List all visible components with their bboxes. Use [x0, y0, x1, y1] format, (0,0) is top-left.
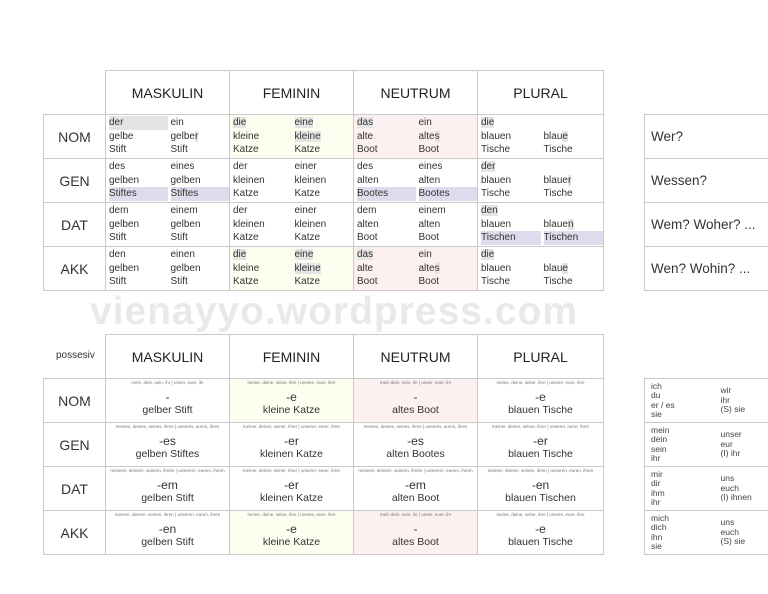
word: gelben: [170, 174, 201, 186]
case-label: AKK: [44, 247, 106, 291]
ending: -e: [286, 521, 297, 536]
example: blauen Tische: [508, 403, 573, 416]
word: einem: [170, 205, 198, 217]
possessive-forms: meine, deine, seine, ihre | unsere, eure, ihre: [247, 380, 336, 385]
poss-cell: [230, 379, 354, 423]
pronoun: euch: [720, 482, 739, 493]
pronoun: uns: [720, 473, 735, 484]
word: gelben: [170, 262, 201, 274]
word: des: [357, 161, 374, 173]
cell-nom-neu: [354, 115, 478, 159]
word: Stift: [170, 144, 188, 156]
example: gelben Stift: [141, 535, 194, 548]
pronoun: (S) sie: [720, 404, 746, 415]
header-neutrum: NEUTRUM: [354, 335, 478, 379]
possessive-forms: meines, deines, seines, ihres | unseres, eures, ihres: [363, 424, 468, 429]
word: Katze: [294, 188, 321, 200]
pronoun: er / es: [651, 399, 675, 410]
word: die: [233, 249, 247, 261]
poss-cell: [230, 467, 354, 511]
word: der: [109, 116, 168, 130]
word: die: [481, 117, 495, 129]
word: blauen: [481, 218, 512, 230]
pron-list: [651, 382, 715, 420]
pronoun: ihr: [651, 497, 661, 507]
pron-list: [721, 386, 768, 415]
word: Katze: [294, 276, 321, 288]
word: blauen: [481, 174, 512, 186]
pron-sg: [645, 423, 715, 467]
word: Bootes: [419, 187, 478, 201]
question-gen: Wessen?: [645, 159, 768, 203]
row-nom: [44, 115, 604, 159]
example: gelben Stift: [141, 491, 194, 504]
pronoun: (S) sie: [720, 536, 746, 547]
ending: -er: [284, 433, 299, 448]
case-label: NOM: [44, 115, 106, 159]
word: gelber: [170, 130, 199, 142]
example: gelber Stift: [142, 403, 193, 416]
word: Katze: [294, 232, 321, 244]
pronoun: mein: [651, 424, 670, 435]
row-gen: [44, 159, 604, 203]
word: [544, 160, 604, 174]
word: Stift: [109, 144, 127, 156]
case-label: NOM: [44, 379, 106, 423]
word: Tische: [543, 276, 573, 288]
poss-cell: [478, 423, 604, 467]
word: einer: [294, 205, 317, 217]
possessive-forms: mein dein, sein, ihr | unser, euer, ihr: [379, 512, 452, 517]
poss-cell: [106, 379, 230, 423]
declension-table-possessive: [43, 334, 604, 555]
possessive-forms: meiner, deiner, seiner, ihrer | unserer, eurer, ihrer: [242, 424, 341, 429]
cell-akk-neu: [354, 247, 478, 291]
question-nom: Wer?: [645, 115, 768, 159]
pron-list: [651, 426, 715, 464]
pron-list: [721, 430, 768, 459]
row-dat: [44, 467, 604, 511]
pronoun: sie: [651, 541, 662, 551]
pron-pl: [715, 467, 768, 511]
word: dem: [357, 205, 377, 217]
word: blauen: [543, 218, 574, 230]
ending: -e: [535, 389, 546, 404]
poss-cell: [354, 467, 478, 511]
word: eines: [170, 161, 195, 173]
word: alten: [357, 218, 379, 230]
pronoun: sein: [651, 443, 667, 454]
ending: -er: [533, 433, 548, 448]
header-neutrum: NEUTRUM: [354, 71, 478, 115]
row-gen: [44, 423, 604, 467]
poss-cell: [106, 511, 230, 555]
word: Tische: [543, 144, 573, 156]
word: kleinen: [294, 218, 327, 230]
header-feminin: FEMININ: [230, 71, 354, 115]
possessive-forms: meinen, deinen, seinen, ihren | unseren, euren, ihren: [487, 468, 594, 473]
word: kleine: [233, 262, 260, 274]
cell-gen-plu: [478, 159, 604, 203]
poss-cell: [230, 423, 354, 467]
poss-cell: [478, 379, 604, 423]
word: Stiftes: [109, 187, 168, 201]
cell-nom-fem: [230, 115, 354, 159]
word: der: [233, 161, 248, 173]
pron-list: [651, 514, 715, 552]
possessive-forms: meine, deine, seine, ihre | unsere, eure, ihre: [496, 380, 585, 385]
word: Tische: [481, 188, 511, 200]
cell-akk-mask: [106, 247, 230, 291]
poss-cell: [478, 511, 604, 555]
pronoun: ihr: [720, 394, 730, 405]
example: blauen Tischen: [505, 491, 576, 504]
pron-sg: [645, 467, 715, 511]
word: Tische: [481, 276, 511, 288]
word: kleine: [294, 262, 321, 274]
pronoun: ihn: [651, 531, 663, 542]
word: alte: [357, 262, 374, 274]
word: altes: [418, 130, 440, 142]
pronoun: wir: [720, 385, 732, 396]
example: altes Boot: [392, 403, 439, 416]
word: Katze: [294, 144, 321, 156]
pron-pl: [715, 379, 768, 423]
word: der: [233, 205, 248, 217]
ending: -e: [535, 521, 546, 536]
word: eine: [294, 249, 314, 261]
word: eines: [418, 161, 443, 173]
possessive-forms: mein dein, sein, ihr | unser, euer, ihr: [379, 380, 452, 385]
case-label: DAT: [44, 203, 106, 247]
word: alte: [357, 130, 374, 142]
example: blauen Tische: [508, 447, 573, 460]
word: einem: [418, 205, 446, 217]
possessive-forms: mein, dein, sein, ihr | unser, euer, ihr: [131, 380, 204, 385]
example: kleinen Katze: [259, 447, 324, 460]
pronoun: (I) ihr: [720, 448, 741, 459]
example: kleinen Katze: [259, 491, 324, 504]
word: Boot: [418, 276, 440, 288]
example: blauen Tische: [508, 535, 573, 548]
example: altes Boot: [392, 535, 439, 548]
header-maskulin: MASKULIN: [106, 335, 230, 379]
word: die: [233, 117, 247, 129]
word: blauer: [543, 174, 572, 186]
cell-gen-mask: [106, 159, 230, 203]
declension-table-definite-indefinite: [43, 70, 604, 291]
pron-list: [721, 518, 768, 547]
poss-cell: [106, 467, 230, 511]
possessive-forms: meines, deines, seines, ihres | unseres, eures, ihres: [115, 424, 220, 429]
word: den: [481, 205, 498, 217]
cell-akk-fem: [230, 247, 354, 291]
word: Katze: [233, 144, 259, 156]
word: Katze: [233, 188, 259, 200]
corner-empty: [44, 71, 106, 115]
pronoun: mich: [651, 512, 669, 523]
pronoun: uns: [720, 517, 735, 528]
word: [544, 204, 604, 218]
ending: -e: [286, 389, 297, 404]
pronoun: dich: [651, 522, 667, 532]
word: eine: [294, 117, 314, 129]
word: gelben: [109, 262, 140, 274]
ending: -er: [284, 477, 299, 492]
word: einer: [294, 161, 317, 173]
example: gelben Stiftes: [135, 447, 200, 460]
cell-akk-plu: [478, 247, 604, 291]
cell-nom-mask: [106, 115, 230, 159]
poss-cell: [230, 511, 354, 555]
pron-list: [651, 470, 715, 508]
ending: -em: [157, 477, 178, 492]
ending: -: [165, 389, 170, 404]
case-label: GEN: [44, 159, 106, 203]
header-plural: PLURAL: [478, 335, 604, 379]
case-label: DAT: [44, 467, 106, 511]
word: kleine: [294, 130, 321, 142]
word: Boot: [357, 232, 378, 244]
word: gelbe: [109, 130, 134, 142]
word: Boot: [418, 144, 440, 156]
word: der: [481, 161, 496, 173]
possessive-forms: meine, deine, seine, ihre | unsere, eure, ihre: [496, 512, 585, 517]
word: kleinen: [294, 174, 327, 186]
cell-dat-mask: [106, 203, 230, 247]
possessive-forms: meiner, deiner, seiner, ihrer | unserer, eurer, ihrer: [242, 468, 341, 473]
word: Stift: [170, 276, 188, 288]
possessive-forms: meinen, deinen, seinen, ihren | unseren, euren, ihren: [114, 512, 221, 517]
word: kleine: [233, 130, 260, 142]
ending: -es: [407, 433, 424, 448]
pronoun: du: [651, 390, 661, 400]
word: die: [481, 249, 495, 261]
row-dat: [44, 203, 604, 247]
word: das: [357, 117, 374, 129]
word: gelben: [170, 218, 201, 230]
example: kleine Katze: [262, 535, 321, 548]
poss-cell: [354, 379, 478, 423]
word: ein: [418, 117, 432, 129]
word: Katze: [233, 276, 259, 288]
poss-cell: [478, 467, 604, 511]
pron-sg: [645, 511, 715, 555]
row-akk: [44, 247, 604, 291]
example: alten Bootes: [386, 447, 445, 460]
word: kleinen: [233, 174, 265, 186]
poss-cell: [354, 511, 478, 555]
pronoun: ihr: [651, 453, 661, 463]
word: einen: [170, 249, 195, 261]
possessive-forms: meine, deine, seine, ihre | unsere, eure, ihre: [247, 512, 336, 517]
word: Stift: [109, 276, 127, 288]
possessive-forms: meinem, deinem, seinem, ihrem | unserem, eurem, ihrem: [110, 468, 225, 473]
ending: -: [413, 521, 418, 536]
pronoun: sie: [651, 409, 662, 419]
word: alten: [357, 174, 379, 186]
cell-dat-fem: [230, 203, 354, 247]
case-label: GEN: [44, 423, 106, 467]
pronoun: dein: [651, 434, 668, 444]
word: Boot: [357, 144, 378, 156]
ending: -es: [159, 433, 176, 448]
word: Stift: [109, 232, 127, 244]
cell-gen-neu: [354, 159, 478, 203]
word: gelben: [109, 218, 140, 230]
pron-sg: [645, 379, 715, 423]
word: alten: [418, 218, 441, 230]
example: alten Boot: [391, 491, 440, 504]
word: blaue: [543, 130, 568, 142]
pronoun-table: [644, 378, 768, 555]
corner-empty: [44, 335, 106, 379]
word: Tische: [481, 144, 511, 156]
header-plural: PLURAL: [478, 71, 604, 115]
word: ein: [170, 117, 184, 129]
word: kleinen: [233, 218, 265, 230]
word: blauen: [481, 262, 512, 274]
word: gelben: [109, 174, 140, 186]
word: blauen: [481, 130, 512, 142]
word: Boot: [357, 276, 378, 288]
word: des: [109, 161, 126, 173]
watermark: vienayyo.wordpress.com: [90, 290, 579, 333]
possessive-forms: meinem, deinem, seinem, ihrem | unserem, eurem, ihrem: [358, 468, 473, 473]
word: ein: [418, 249, 432, 261]
possessiv-label: possesiv: [56, 350, 95, 361]
cell-nom-plu: [478, 115, 604, 159]
pronoun: ihm: [651, 487, 665, 498]
case-label: AKK: [44, 511, 106, 555]
word: alten: [418, 174, 441, 186]
cell-gen-fem: [230, 159, 354, 203]
word: Stiftes: [171, 187, 230, 201]
pronoun: unser: [720, 429, 742, 440]
word: Bootes: [357, 187, 416, 201]
word: altes: [418, 262, 440, 274]
cell-dat-plu: [478, 203, 604, 247]
word: [544, 248, 604, 262]
question-table: [644, 114, 768, 291]
word: [544, 116, 604, 130]
poss-cell: [354, 423, 478, 467]
pronoun: (I) ihnen: [720, 492, 752, 503]
row-nom: [44, 379, 604, 423]
word: Boot: [418, 232, 440, 244]
word: Tischen: [481, 231, 541, 245]
header-maskulin: MASKULIN: [106, 71, 230, 115]
word: Tische: [543, 188, 573, 200]
word: blaue: [543, 262, 568, 274]
pron-list: [721, 474, 768, 503]
pronoun: mir: [651, 468, 663, 479]
word: das: [357, 249, 374, 261]
ending: -en: [158, 521, 177, 536]
pronoun: euch: [720, 526, 739, 537]
pronoun: ich: [651, 380, 662, 391]
question-dat: Wem? Woher? ...: [645, 203, 768, 247]
word: dem: [109, 205, 129, 217]
pronoun: eur: [720, 438, 733, 449]
cell-dat-neu: [354, 203, 478, 247]
pron-pl: [715, 423, 768, 467]
word: Tischen: [544, 231, 604, 245]
ending: -: [413, 389, 418, 404]
header-feminin: FEMININ: [230, 335, 354, 379]
pronoun: dir: [651, 478, 661, 488]
ending: -en: [531, 477, 550, 492]
word: Stift: [170, 232, 188, 244]
example: kleine Katze: [262, 403, 321, 416]
possessive-forms: meiner, deiner, seiner, ihrer | unserer, eurer, ihrer: [491, 424, 590, 429]
pron-pl: [715, 511, 768, 555]
word: den: [109, 249, 126, 261]
row-akk: [44, 511, 604, 555]
word: Katze: [233, 232, 259, 244]
ending: -em: [405, 477, 426, 492]
question-akk: Wen? Wohin? ...: [645, 247, 768, 291]
poss-cell: [106, 423, 230, 467]
